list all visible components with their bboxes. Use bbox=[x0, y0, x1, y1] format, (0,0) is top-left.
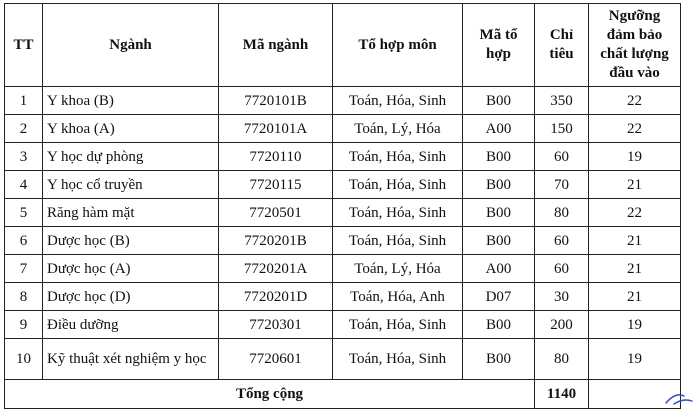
cell-to-hop-mon: Toán, Lý, Hóa bbox=[333, 115, 463, 143]
cell-to-hop-mon: Toán, Lý, Hóa bbox=[333, 255, 463, 283]
header-ma-nganh: Mã ngành bbox=[219, 4, 333, 87]
header-ma-to-hop: Mã tổ hợp bbox=[463, 4, 535, 87]
cell-ma-to-hop: A00 bbox=[463, 115, 535, 143]
table-row bbox=[5, 283, 681, 311]
table-row bbox=[5, 311, 681, 339]
cell-ma-nganh: 7720201D bbox=[219, 283, 333, 311]
cell-tt: 1 bbox=[5, 87, 43, 115]
cell-chi-tieu: 80 bbox=[535, 339, 589, 380]
cell-ma-nganh: 7720110 bbox=[219, 143, 333, 171]
cell-chi-tieu: 80 bbox=[535, 199, 589, 227]
cell-tt: 5 bbox=[5, 199, 43, 227]
cell-chi-tieu: 70 bbox=[535, 171, 589, 199]
cell-ma-nganh: 7720301 bbox=[219, 311, 333, 339]
cell-nganh: Y khoa (A) bbox=[43, 115, 219, 143]
cell-ma-nganh: 7720601 bbox=[219, 339, 333, 380]
table-header-row bbox=[5, 4, 681, 87]
cell-ma-nganh: 7720201B bbox=[219, 227, 333, 255]
cell-ma-to-hop: A00 bbox=[463, 255, 535, 283]
table-row bbox=[5, 227, 681, 255]
pen-stroke-icon bbox=[664, 390, 694, 406]
header-nguong: Ngưỡng đảm bảo chất lượng đầu vào bbox=[589, 4, 681, 87]
cell-to-hop-mon: Toán, Hóa, Sinh bbox=[333, 311, 463, 339]
cell-to-hop-mon: Toán, Hóa, Sinh bbox=[333, 199, 463, 227]
total-label: Tổng cộng bbox=[5, 380, 535, 409]
cell-nguong: 21 bbox=[589, 171, 681, 199]
cell-to-hop-mon: Toán, Hóa, Sinh bbox=[333, 87, 463, 115]
cell-chi-tieu: 350 bbox=[535, 87, 589, 115]
cell-nganh: Dược học (A) bbox=[43, 255, 219, 283]
cell-ma-nganh: 7720501 bbox=[219, 199, 333, 227]
admissions-quota-table bbox=[4, 3, 681, 409]
cell-nguong: 21 bbox=[589, 255, 681, 283]
cell-chi-tieu: 200 bbox=[535, 311, 589, 339]
cell-to-hop-mon: Toán, Hóa, Sinh bbox=[333, 171, 463, 199]
cell-tt: 2 bbox=[5, 115, 43, 143]
cell-nganh: Kỹ thuật xét nghiệm y học bbox=[43, 339, 219, 380]
cell-nganh: Điều dưỡng bbox=[43, 311, 219, 339]
cell-chi-tieu: 30 bbox=[535, 283, 589, 311]
header-to-hop-mon: Tổ hợp môn bbox=[333, 4, 463, 87]
cell-ma-to-hop: B00 bbox=[463, 339, 535, 380]
cell-ma-to-hop: B00 bbox=[463, 143, 535, 171]
cell-to-hop-mon: Toán, Hóa, Sinh bbox=[333, 227, 463, 255]
header-nganh: Ngành bbox=[43, 4, 219, 87]
cell-tt: 7 bbox=[5, 255, 43, 283]
cell-tt: 4 bbox=[5, 171, 43, 199]
cell-tt: 3 bbox=[5, 143, 43, 171]
cell-nguong: 19 bbox=[589, 143, 681, 171]
cell-nganh: Y học dự phòng bbox=[43, 143, 219, 171]
total-chi-tieu: 1140 bbox=[535, 380, 589, 409]
cell-chi-tieu: 60 bbox=[535, 255, 589, 283]
table-row bbox=[5, 143, 681, 171]
cell-tt: 10 bbox=[5, 339, 43, 380]
cell-to-hop-mon: Toán, Hóa, Sinh bbox=[333, 339, 463, 380]
cell-nganh: Dược học (B) bbox=[43, 227, 219, 255]
table-row bbox=[5, 171, 681, 199]
cell-ma-to-hop: B00 bbox=[463, 171, 535, 199]
header-chi-tieu: Chỉ tiêu bbox=[535, 4, 589, 87]
cell-nguong: 22 bbox=[589, 87, 681, 115]
cell-tt: 9 bbox=[5, 311, 43, 339]
cell-to-hop-mon: Toán, Hóa, Sinh bbox=[333, 143, 463, 171]
cell-tt: 6 bbox=[5, 227, 43, 255]
total-row bbox=[5, 380, 681, 409]
cell-nguong: 21 bbox=[589, 283, 681, 311]
cell-nguong: 22 bbox=[589, 199, 681, 227]
cell-nganh: Y học cổ truyền bbox=[43, 171, 219, 199]
cell-ma-nganh: 7720101A bbox=[219, 115, 333, 143]
cell-nganh: Răng hàm mặt bbox=[43, 199, 219, 227]
cell-ma-to-hop: B00 bbox=[463, 87, 535, 115]
cell-nganh: Dược học (D) bbox=[43, 283, 219, 311]
cell-chi-tieu: 150 bbox=[535, 115, 589, 143]
table-row bbox=[5, 255, 681, 283]
table-row bbox=[5, 115, 681, 143]
cell-ma-nganh: 7720101B bbox=[219, 87, 333, 115]
cell-nguong: 21 bbox=[589, 227, 681, 255]
cell-ma-to-hop: B00 bbox=[463, 199, 535, 227]
cell-ma-to-hop: B00 bbox=[463, 227, 535, 255]
cell-to-hop-mon: Toán, Hóa, Anh bbox=[333, 283, 463, 311]
table-row bbox=[5, 339, 681, 380]
cell-nguong: 19 bbox=[589, 311, 681, 339]
cell-chi-tieu: 60 bbox=[535, 143, 589, 171]
cell-nganh: Y khoa (B) bbox=[43, 87, 219, 115]
cell-tt: 8 bbox=[5, 283, 43, 311]
cell-nguong: 19 bbox=[589, 339, 681, 380]
cell-nguong: 22 bbox=[589, 115, 681, 143]
cell-ma-nganh: 7720115 bbox=[219, 171, 333, 199]
cell-ma-to-hop: B00 bbox=[463, 311, 535, 339]
cell-chi-tieu: 60 bbox=[535, 227, 589, 255]
cell-ma-nganh: 7720201A bbox=[219, 255, 333, 283]
cell-ma-to-hop: D07 bbox=[463, 283, 535, 311]
table-row bbox=[5, 199, 681, 227]
table-row bbox=[5, 87, 681, 115]
header-tt: TT bbox=[5, 4, 43, 87]
